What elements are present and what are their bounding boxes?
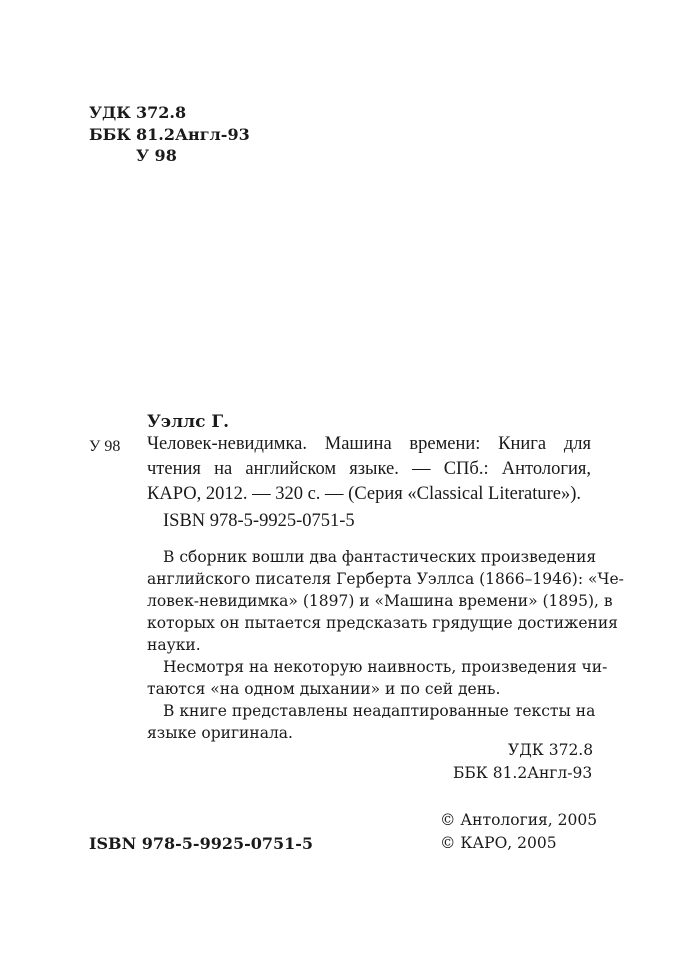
annotation-line: В книге представлены неадаптированные тексты на (163, 702, 596, 720)
biblio-line: Человек-невидимка. Машина времени: Книга для (147, 434, 591, 454)
isbn-main: ISBN 978-5-9925-0751-5 (89, 834, 314, 853)
annotation-line: Несмотря на некоторую наивность, произведения чи- (163, 658, 608, 676)
isbn-inline: ISBN 978-5-9925-0751-5 (163, 511, 355, 531)
annotation-line: В сборник вошли два фантастических произведения (163, 548, 597, 566)
biblio-line: КАРО, 2012. — 320 с. — (Серия «Classical Literature»). (147, 484, 582, 504)
copyright-anthology: © Антология, 2005 (440, 811, 598, 829)
cutter-code-side: У 98 (89, 438, 121, 455)
copyright-karo: © КАРО, 2005 (440, 834, 557, 852)
udk-label: УДК (89, 103, 131, 122)
annotation-line: которых он пытается предсказать грядущие достижения (147, 614, 618, 632)
udk-value: 372.8 (136, 103, 187, 122)
annotation (147, 546, 624, 744)
author-name: Уэллс Г. (147, 412, 230, 432)
cutter-code-header: У 98 (136, 146, 177, 165)
annotation-line: ловек-невидимка» (1897) и «Машина времени» (1895), в (147, 592, 613, 610)
footer-udk: УДК 372.8 (508, 741, 594, 759)
bbk-label: ББК (89, 125, 131, 144)
bbk-header (89, 126, 250, 144)
udk-header (89, 104, 186, 122)
bibliographic-description (147, 432, 591, 507)
footer-bbk: ББК 81.2Англ-93 (453, 764, 593, 782)
annotation-line: таются «на одном дыхании» и по сей день. (147, 680, 501, 698)
biblio-line: чтения на английском языке. — СПб.: Антология, (147, 459, 591, 479)
annotation-line: языке оригинала. (147, 724, 293, 742)
annotation-line: английского писателя Герберта Уэллса (1866–1946): «Че- (147, 570, 624, 588)
bbk-value: 81.2Англ-93 (136, 125, 250, 144)
annotation-line: науки. (147, 636, 201, 654)
